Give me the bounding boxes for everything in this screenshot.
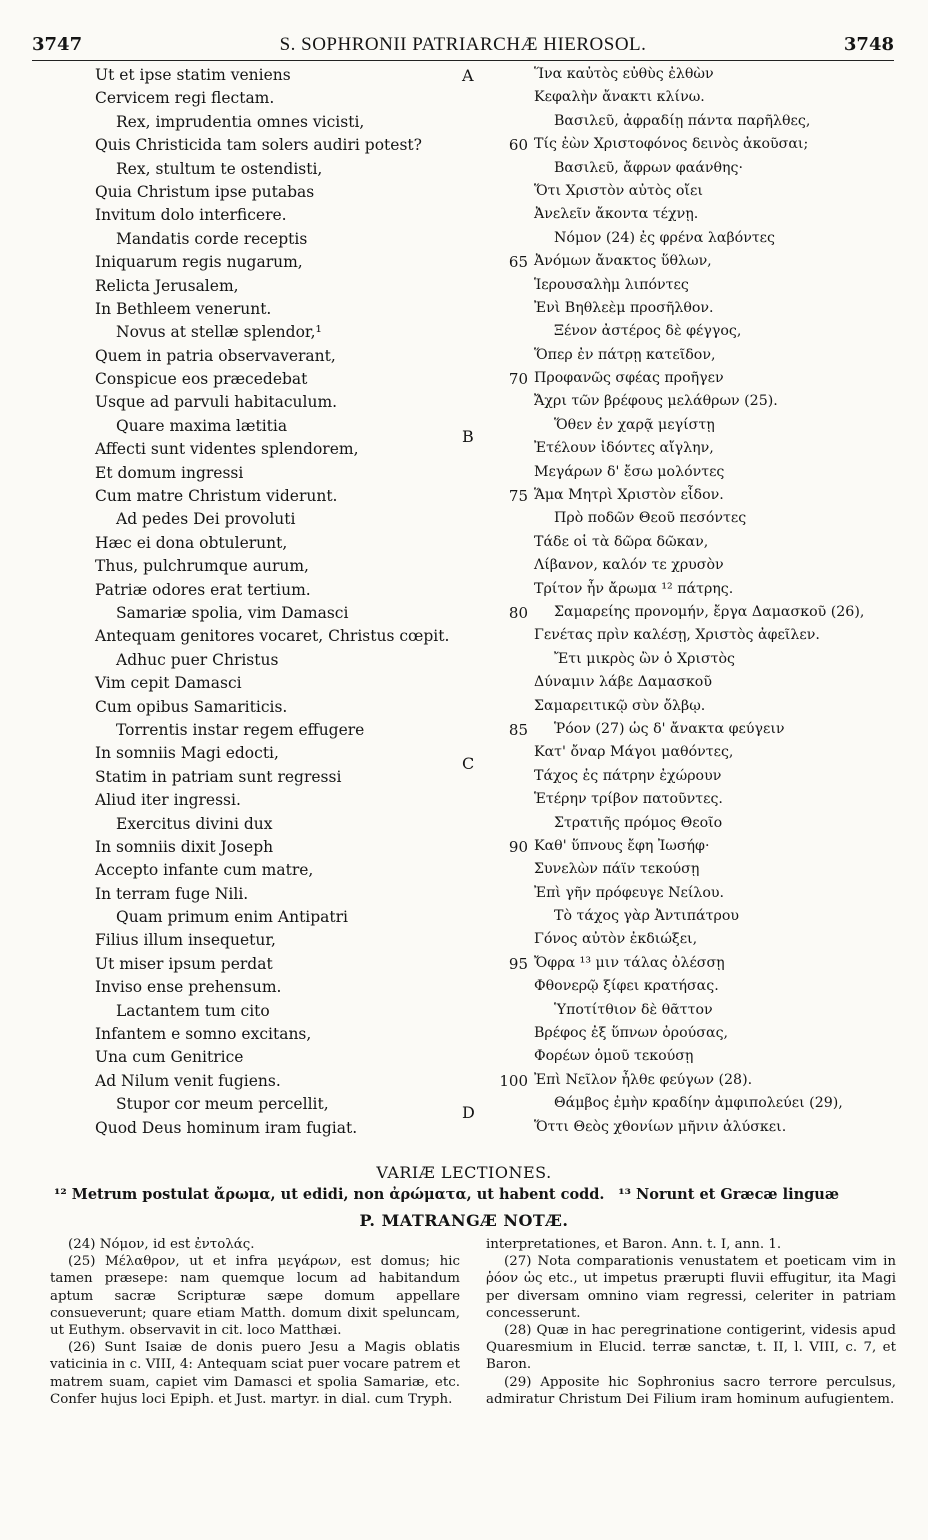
note-25: (25) Μέλαθρον, ut et infra μεγάρων, est domus; hic tamen præsepe: nam quemque locum ad habitandum aptum sacræ Scripturæ sæpe domum appellare consueverunt; quare etiam Matth. domum dixit speluncam, ut Euthym. observavit in cit. loco Matthæi.: [50, 1254, 460, 1339]
verse-line: [0, 347, 928, 370]
latin-verse: Invitum dolo interficere.: [95, 206, 287, 225]
verse-line: [0, 581, 928, 604]
latin-verse: Novus at stellæ splendor,¹: [116, 323, 322, 342]
greek-verse: Σαμαρείης προνομήν, ἔργα Δαμασκοῦ (26),: [554, 603, 865, 620]
latin-verse: Cervicem regi flectam.: [95, 89, 275, 108]
notes-left-column: [50, 1236, 460, 1408]
greek-verse: Τὸ τάχος γὰρ Ἀντιπάτρου: [554, 908, 739, 925]
greek-verse: Ἐτέλουν ἰδόντες αἴγλην,: [534, 440, 714, 457]
verse-line: [0, 1025, 928, 1048]
verse-line: [0, 487, 928, 510]
latin-verse: In terram fuge Nili.: [95, 884, 249, 903]
greek-verse: Ὅθεν ἐν χαρᾷ μεγίστῃ: [554, 416, 715, 433]
greek-verse: Ἅμα Μητρὶ Χριστὸν εἶδον.: [534, 487, 724, 504]
fn13-number: ¹³: [618, 1186, 631, 1203]
verse-line: [0, 955, 928, 978]
verse-line: [0, 557, 928, 580]
verse-line: [0, 440, 928, 463]
greek-verse: Τάδε οἱ τὰ δῶρα δῶκαν,: [534, 533, 709, 550]
greek-verse: Ἱερουσαλὴμ λιπόντες: [534, 276, 689, 293]
verse-line: [0, 1072, 928, 1095]
latin-verse: Iniquarum regis nugarum,: [95, 253, 303, 272]
greek-verse: Στρατιῆς πρόμος Θεοῖο: [554, 814, 723, 831]
verse-line: [0, 744, 928, 774]
greek-verse: Κατ' ὄναρ Μάγοι μαθόντες,: [534, 744, 734, 761]
latin-verse: Stupor cor meum percellit,: [116, 1095, 329, 1114]
verse-line: [0, 393, 928, 416]
latin-verse: Ad Nilum venit fugiens.: [95, 1071, 281, 1090]
column-number-right: 3748: [843, 34, 894, 55]
fn12-number: ¹²: [54, 1186, 67, 1203]
verse-line: [0, 136, 928, 159]
verse-line: [0, 908, 928, 931]
latin-verse: Filius illum insequetur,: [95, 931, 276, 950]
greek-verse: Σαμαρειτικῷ σὺν ὄλβῳ.: [534, 697, 706, 714]
section-marker: B: [462, 426, 474, 446]
verse-line: [0, 206, 928, 229]
verse-line: [0, 791, 928, 814]
note-26-continued: interpretationes, et Baron. Ann. t. I, ann. 1.: [486, 1237, 782, 1252]
latin-verse: Ut miser ipsum perdat: [95, 954, 273, 973]
verse-line: [0, 838, 928, 861]
latin-verse: Conspicue eos præcedebat: [95, 370, 308, 389]
latin-verse: Lactantem tum cito: [116, 1001, 270, 1020]
greek-verse: Γενέτας πρὶν καλέσῃ, Χριστὸς ἀφεῖλεν.: [534, 627, 820, 644]
greek-verse: Γόνος αὐτὸν ἐκδιώξει,: [534, 931, 698, 948]
verse-line: [0, 698, 928, 721]
verse-line: [0, 1048, 928, 1071]
latin-verse: Inviso ense prehensum.: [95, 978, 282, 997]
line-number: 100: [499, 1071, 528, 1090]
greek-verse: Ἑτέρην τρίβον πατοῦντες.: [534, 791, 723, 808]
greek-verse: Βασιλεῦ, ἀφραδίῃ πάντα παρῆλθες,: [554, 112, 811, 129]
latin-verse: Torrentis instar regem effugere: [116, 720, 365, 739]
verse-line: [0, 300, 928, 323]
notes-right-column: [486, 1236, 896, 1408]
note-27: (27) Nota comparationis venustatem et poeticam vim in ῥόον ὡς etc., ut impetus prærupti fluvii effugitur, ita Magi per diversam omnino viam regressi, celeriter in patriam concesserunt.: [486, 1254, 896, 1321]
latin-verse: Ad pedes Dei provoluti: [116, 510, 296, 529]
greek-verse: Λίβανον, καλόν τε χρυσὸν: [534, 557, 724, 574]
latin-verse: Quia Christum ipse putabas: [95, 182, 315, 201]
verse-line: [0, 627, 928, 650]
verse-line: [0, 815, 928, 838]
line-number: 75: [508, 487, 528, 506]
greek-verse: Ῥόον (27) ὡς δ' ἄνακτα φεύγειν: [554, 720, 785, 737]
verse-line: [0, 674, 928, 697]
latin-verse: Rex, stultum te ostendisti,: [116, 159, 323, 178]
latin-verse: Mandatis corde receptis: [116, 229, 308, 248]
greek-verse: Βρέφος ἐξ ὕπνων ὀρούσας,: [534, 1025, 729, 1042]
notes-heading: P. MATRANGÆ NOTÆ.: [359, 1211, 569, 1230]
header-rule: [32, 60, 894, 61]
verse-line: [0, 768, 928, 791]
page-header: [32, 34, 894, 60]
greek-verse: Ξένον ἀστέρος δὲ φέγγος,: [554, 323, 742, 340]
latin-verse: Quis Christicida tam solers audiri potest?: [95, 136, 422, 155]
greek-verse: Ὄφρα ¹³ μιν τάλας ὀλέσσῃ: [534, 954, 725, 971]
verse-line: [0, 861, 928, 884]
greek-verse: Ἐνὶ Βηθλεὲμ προσῆλθον.: [534, 299, 714, 316]
verse-line: [0, 230, 928, 253]
latin-verse: Accepto infante cum matre,: [95, 861, 314, 880]
latin-verse: In somniis dixit Joseph: [95, 837, 274, 856]
verse-line: [0, 253, 928, 276]
verse-line: [0, 323, 928, 346]
verse-line: [0, 416, 928, 446]
greek-verse: Ὅττι Θεὸς χθονίων μῆνιν ἀλύσκει.: [534, 1118, 787, 1135]
greek-verse: Ὅπερ ἐν πάτρῃ κατεῖδον,: [534, 346, 716, 363]
greek-verse: Τρίτον ἦν ἄρωμα ¹² πάτρης.: [534, 580, 734, 597]
note-29: (29) Apposite hic Sophronius sacro terrore perculsus, admiratur Christum Dei Filium iram hominum aufugientem.: [486, 1374, 896, 1407]
section-marker: C: [462, 754, 475, 774]
line-number: 60: [508, 136, 528, 155]
note-24: (24) Νόμον, id est ἐντολάς.: [68, 1237, 255, 1252]
latin-verse: Exercitus divini dux: [116, 814, 273, 833]
verse-line: [0, 464, 928, 487]
greek-verse: Καθ' ὕπνους ἔφη Ἰωσήφ·: [534, 837, 710, 854]
line-number: 85: [508, 720, 528, 739]
latin-verse: Thus, pulchrumque aurum,: [95, 557, 309, 576]
latin-verse: Quare maxima lætitia: [116, 416, 288, 435]
verse-line: [0, 721, 928, 744]
greek-verse: Ἐπὶ γῆν πρόφευγε Νείλου.: [534, 884, 725, 901]
greek-verse: Κεφαλὴν ἄνακτι κλίνω.: [534, 89, 705, 106]
latin-verse: Usque ad parvuli habitaculum.: [95, 393, 338, 412]
latin-verse: Samariæ spolia, vim Damasci: [116, 603, 349, 622]
verse-line: [0, 183, 928, 206]
greek-verse: Ἐπὶ Νεῖλον ἦλθε φεύγων (28).: [534, 1071, 753, 1088]
verse-line: [0, 1119, 928, 1142]
latin-verse: Quem in patria observaverant,: [95, 346, 336, 365]
verse-line: [0, 604, 928, 627]
latin-verse: Quod Deus hominum iram fugiat.: [95, 1118, 358, 1137]
latin-verse: Una cum Genitrice: [95, 1048, 244, 1067]
greek-verse: Ἔτι μικρὸς ὢν ὁ Χριστὸς: [554, 650, 735, 667]
verse-line: [0, 160, 928, 183]
greek-verse: Μεγάρων δ' ἔσω μολόντες: [534, 463, 725, 480]
latin-verse: Aliud iter ingressi.: [95, 791, 241, 810]
latin-verse: In Bethleem venerunt.: [95, 299, 272, 318]
latin-verse: Affecti sunt videntes splendorem,: [95, 440, 359, 459]
verse-line: [0, 651, 928, 674]
greek-verse: Φθονερῷ ξίφει κρατήσας.: [534, 978, 719, 995]
verse-line: [0, 66, 928, 89]
variae-lectiones: [54, 1186, 894, 1203]
verse-line: [0, 370, 928, 393]
line-number: 65: [508, 253, 528, 272]
latin-verse: Infantem e somno excitans,: [95, 1025, 312, 1044]
greek-verse: Ὅτι Χριστὸν αὐτὸς οἴει: [534, 182, 703, 199]
latin-verse: Cum opibus Samariticis.: [95, 697, 288, 716]
verse-line: [0, 931, 928, 954]
note-26: (26) Sunt Isaiæ de donis puero Jesu a Magis oblatis vaticinia in c. VIII, 4: Antequam sciat puer vocare patrem et matrem suam, capiet vim Damasci et spolia Samariæ, etc. Confer hujus loci Epiph. et Just. martyr. in dial. cum Tryph.: [50, 1340, 460, 1407]
greek-verse: Προφανῶς σφέας προῆγεν: [534, 370, 724, 387]
verse-line: [0, 113, 928, 136]
greek-verse: Ἀνόμων ἄνακτος ὕθλων,: [534, 253, 712, 270]
line-number: 95: [508, 954, 528, 973]
latin-verse: Antequam genitores vocaret, Christus cœpit.: [95, 627, 450, 646]
verse-line: [0, 978, 928, 1001]
greek-verse: Φορέων ὁμοῦ τεκούσῃ: [534, 1048, 694, 1065]
greek-verse: Νόμον (24) ἐς φρένα λαβόντες: [554, 229, 775, 246]
latin-verse: Vim cepit Damasci: [95, 674, 242, 693]
greek-verse: Τίς ἐὼν Χριστοφόνος δεινὸς ἀκοῦσαι;: [534, 136, 809, 153]
greek-verse: Ἄχρι τῶν βρέφους μελάθρων (25).: [534, 393, 778, 410]
latin-verse: Rex, imprudentia omnes vicisti,: [116, 112, 365, 131]
greek-verse: Ἀνελεῖν ἄκοντα τέχνῃ.: [534, 206, 699, 223]
latin-verse: Ut et ipse statim veniens: [95, 66, 291, 84]
latin-verse: In somniis Magi edocti,: [95, 744, 279, 763]
latin-verse: Quam primum enim Antipatri: [116, 908, 349, 927]
greek-verse: Βασιλεῦ, ἄφρων φαάνθης·: [554, 159, 744, 176]
verse-line: [0, 885, 928, 908]
latin-verse: Hæc ei dona obtulerunt,: [95, 533, 288, 552]
verse-line: [0, 277, 928, 300]
verse-line: [0, 1002, 928, 1025]
verse-line: [0, 89, 928, 112]
verse-line: [0, 1095, 928, 1123]
fn13-text: Norunt et Græcæ linguæ: [636, 1186, 839, 1203]
latin-verse: Cum matre Christum viderunt.: [95, 487, 338, 506]
latin-verse: Statim in patriam sunt regressi: [95, 767, 342, 786]
section-marker: D: [462, 1103, 475, 1123]
greek-verse: Δύναμιν λάβε Δαμασκοῦ: [534, 674, 712, 691]
latin-verse: Relicta Jerusalem,: [95, 276, 239, 295]
section-marker: A: [462, 66, 474, 85]
greek-verse: Τάχος ἐς πάτρην ἐχώρουν: [534, 767, 722, 784]
line-number: 80: [508, 603, 528, 622]
line-number: 70: [508, 370, 528, 389]
variae-heading: VARIÆ LECTIONES.: [376, 1163, 552, 1182]
note-28: (28) Quæ in hac peregrinatione contigerint, videsis apud Quaresmium in Elucid. terræ sanctæ, t. II, l. VIII, c. 7, et Baron.: [486, 1323, 896, 1373]
fn12-text: Metrum postulat ἄρωμα, ut edidi, non ἀρώματα, ut habent codd.: [71, 1186, 605, 1203]
column-number-left: 3747: [32, 34, 83, 55]
greek-verse: Συνελὼν πάϊν τεκούσῃ: [534, 861, 700, 878]
latin-verse: Adhuc puer Christus: [116, 650, 279, 669]
parallel-text: [0, 66, 928, 1142]
latin-verse: Et domum ingressi: [95, 463, 244, 482]
greek-verse: Θάμβος ἐμὴν κραδίην ἀμφιπολεύει (29),: [554, 1095, 843, 1112]
running-title: S. SOPHRONII PATRIARCHÆ HIEROSOL.: [279, 34, 647, 55]
greek-verse: Ἵνα καὐτὸς εὐθὺς ἐλθὼν: [534, 66, 714, 82]
verse-line: [0, 534, 928, 557]
greek-verse: Πρὸ ποδῶν Θεοῦ πεσόντες: [554, 510, 747, 527]
verse-line: [0, 510, 928, 533]
greek-verse: Ὑποτίτθιον δὲ θᾶττον: [554, 1001, 713, 1018]
latin-verse: Patriæ odores erat tertium.: [95, 580, 311, 599]
line-number: 90: [508, 837, 528, 856]
